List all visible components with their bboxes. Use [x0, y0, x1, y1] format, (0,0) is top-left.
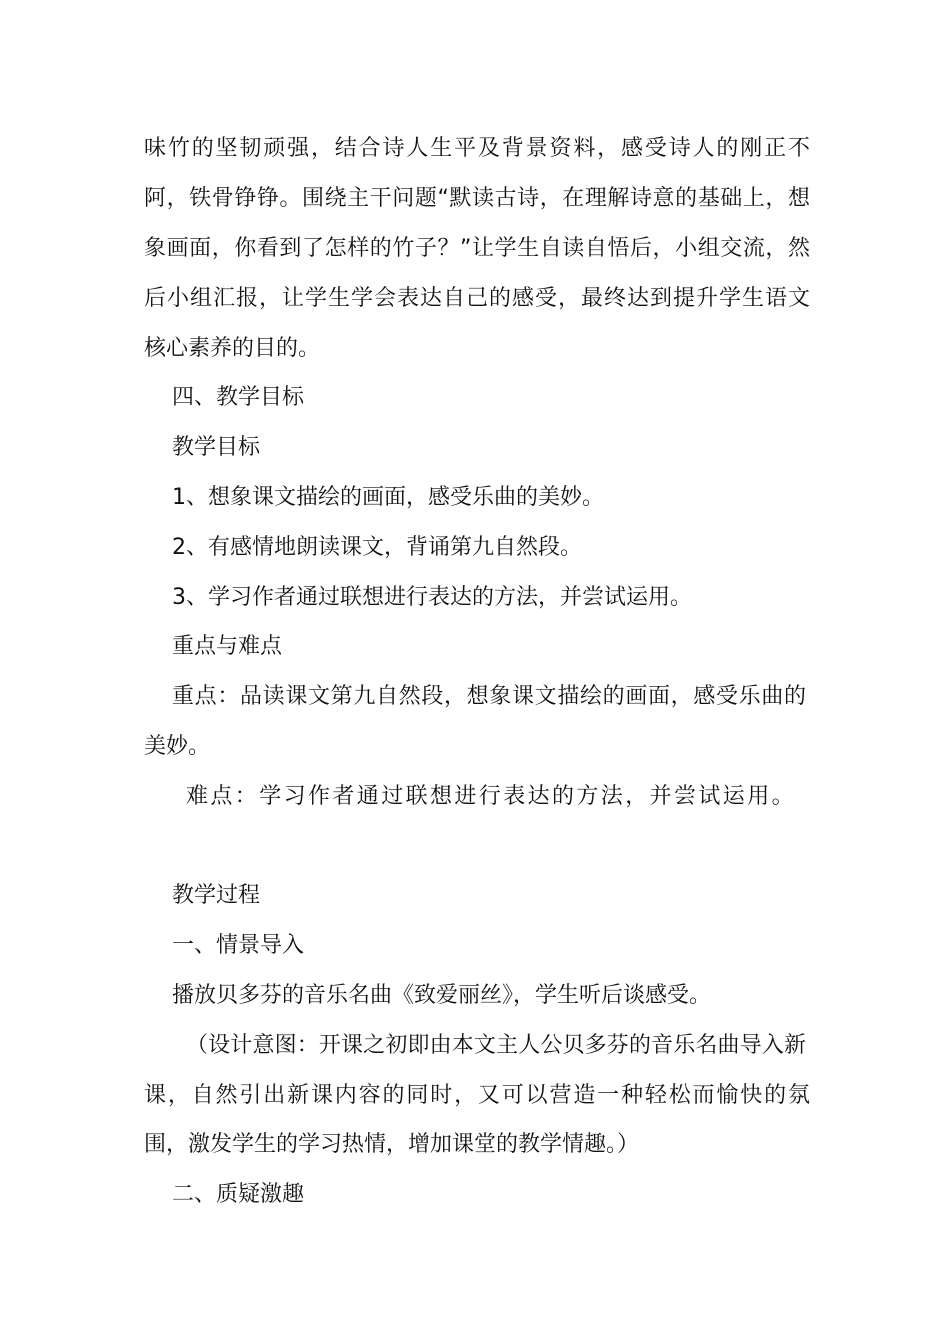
- section-heading: 二、质疑激趣: [172, 1182, 305, 1207]
- paragraph-line: 味竹的坚韧顽强，结合诗人生平及背景资料，感受诗人的刚正不: [144, 136, 810, 161]
- subheading: 教学目标: [172, 435, 261, 460]
- paragraph-line: 后小组汇报，让学生学会表达自己的感受，最终达到提升学生语文: [144, 286, 810, 311]
- paragraph-line: 阿，铁骨铮铮。围绕主干问题“默读古诗，在理解诗意的基础上，想: [144, 186, 810, 211]
- subheading: 重点与难点: [172, 634, 283, 659]
- list-item: 1、想象课文描绘的画面，感受乐曲的美妙。: [172, 485, 604, 510]
- list-item: 2、有感情地朗读课文，背诵第九自然段。: [172, 535, 582, 560]
- paragraph-line: 象画面，你看到了怎样的竹子？”让学生自读自悟后，小组交流，然: [144, 236, 810, 261]
- paragraph-line: 重点：品读课文第九自然段，想象课文描绘的画面，感受乐曲的: [172, 684, 806, 709]
- paragraph-line: 课，自然引出新课内容的同时，又可以营造一种轻松而愉快的氛: [144, 1083, 810, 1108]
- section-heading: 一、情景导入: [172, 933, 305, 958]
- paragraph-line: 美妙。: [144, 734, 211, 759]
- paragraph-line: （设计意图：开课之初即由本文主人公贝多芬的音乐名曲导入新: [186, 1033, 806, 1058]
- section-heading: 四、教学目标: [172, 385, 305, 410]
- list-item: 3、学习作者通过联想进行表达的方法，并尝试运用。: [172, 585, 692, 610]
- subheading: 教学过程: [172, 883, 261, 908]
- paragraph-line: 围，激发学生的学习热情，增加课堂的教学情趣。）: [144, 1132, 640, 1157]
- paragraph-line: 播放贝多芬的音乐名曲《致爱丽丝》，学生听后谈感受。: [172, 983, 712, 1008]
- paragraph-line: 核心素养的目的。: [144, 336, 321, 361]
- paragraph-line: 难点：学习作者通过联想进行表达的方法，并尝试运用。: [186, 784, 797, 809]
